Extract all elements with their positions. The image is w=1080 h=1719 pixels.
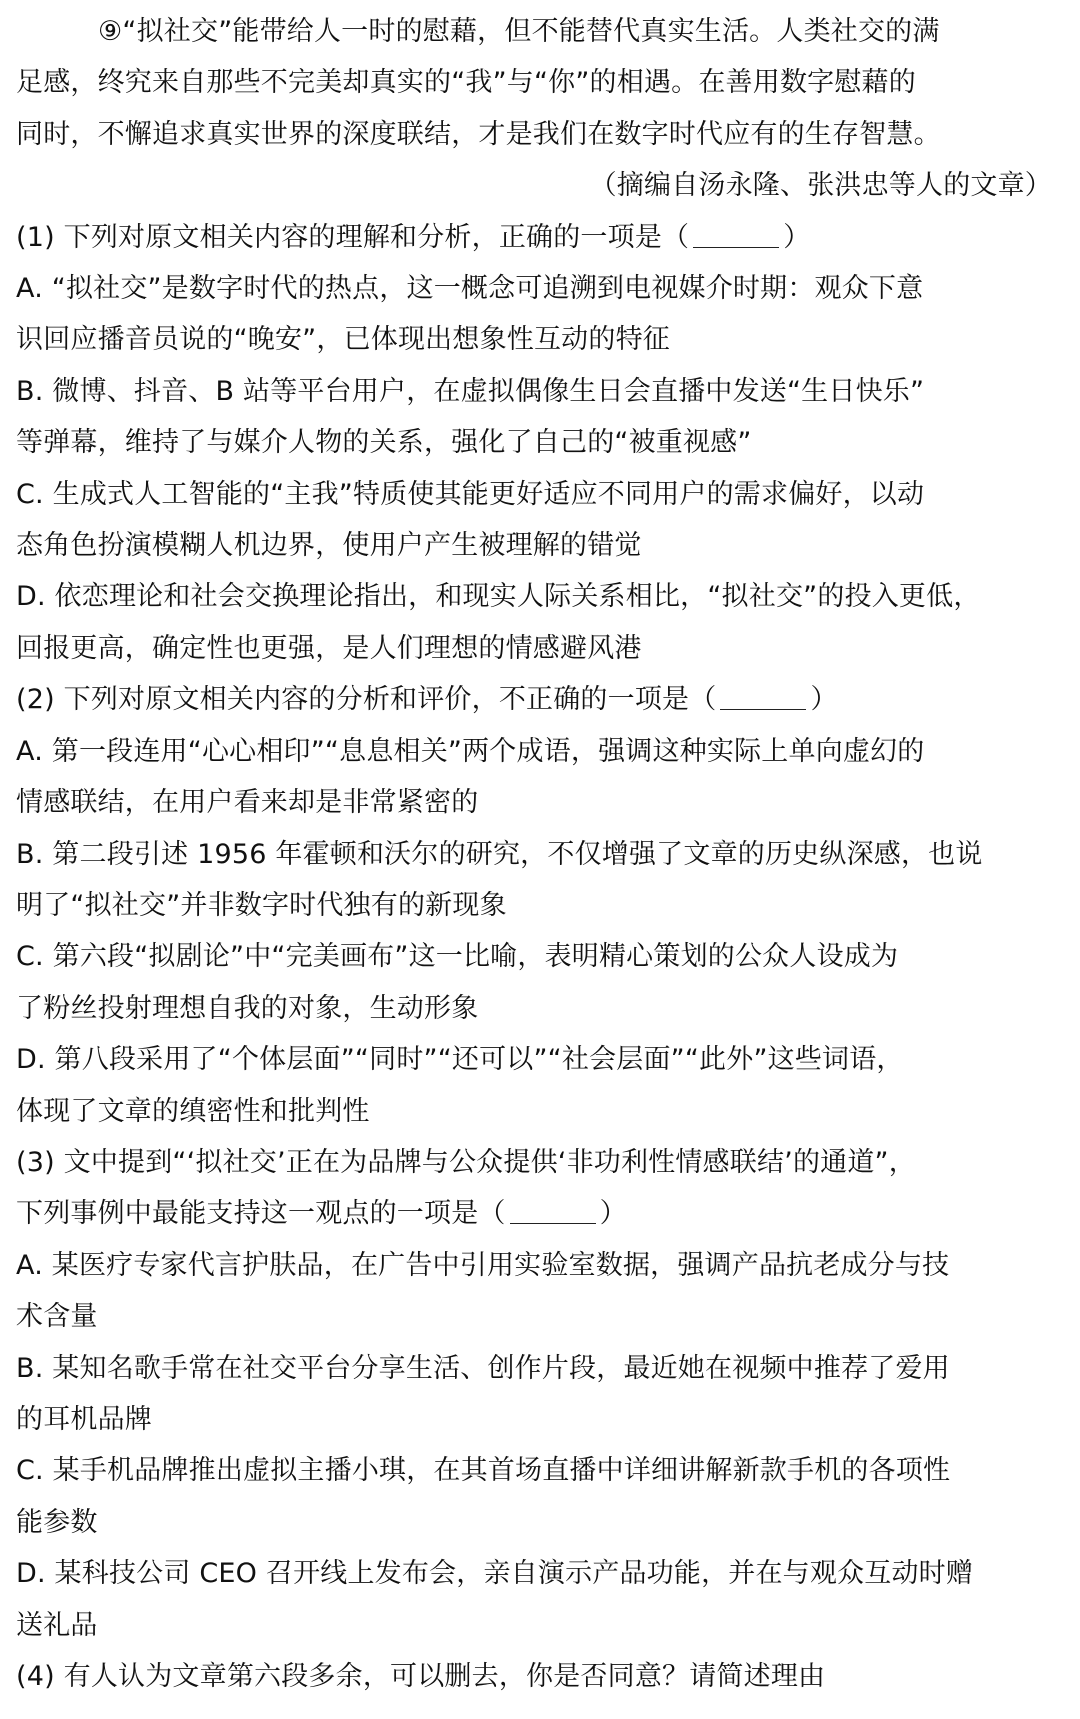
option-line: 回报更高，确定性也更强，是人们理想的情感避风港	[16, 632, 642, 664]
option-line: 能参数	[16, 1506, 98, 1538]
stem-text: (1) 下列对原文相关内容的理解和分析，正确的一项是（	[16, 221, 690, 253]
stem-text: ）	[599, 1198, 627, 1230]
answer-blank[interactable]	[720, 679, 806, 710]
source-note: （摘编自汤永隆、张洪忠等人的文章）	[589, 170, 1052, 202]
option-line: 术含量	[16, 1301, 98, 1333]
option-line: D. 第八段采用了“个体层面”“同时”“还可以”“社会层面”“此外”这些词语，	[16, 1044, 904, 1076]
question-stem	[16, 1188, 1064, 1239]
question-stem: (4) 有人认为文章第六段多余，可以删去，你是否同意？请简述理由	[16, 1661, 826, 1692]
question-1	[16, 212, 1064, 675]
option-line: 态角色扮演模糊人机边界，使用户产生被理解的错觉	[16, 530, 642, 562]
stem-text: ）	[783, 221, 811, 253]
option-line: A. 第一段连用“心心相印”“息息相关”两个成语，强调这种实际上单向虚幻的	[16, 735, 925, 767]
question-stem	[16, 212, 1064, 263]
option-line: C. 某手机品牌推出虚拟主播小琪，在其首场直播中详细讲解新款手机的各项性	[16, 1455, 951, 1487]
question-stem	[16, 674, 1064, 725]
question-4	[16, 1651, 1064, 1702]
question-stem: (3) 文中提到“‘拟社交’正在为品牌与公众提供‘非功利性情感联结’的通道”，	[16, 1146, 916, 1178]
option-line: C. 第六段“拟剧论”中“完美画布”这一比喻，表明精心策划的公众人设成为	[16, 941, 899, 973]
option-line: B. 第二段引述 1956 年霍顿和沃尔的研究，不仅增强了文章的历史纵深感，也说	[16, 838, 983, 870]
option-line: 了粉丝投射理想自我的对象，生动形象	[16, 992, 479, 1024]
option-line: B. 微博、抖音、B 站等平台用户，在虚拟偶像生日会直播中发送“生日快乐”	[16, 375, 925, 407]
question-2	[16, 674, 1064, 1137]
stem-text: ）	[810, 684, 838, 716]
option-line: A. 某医疗专家代言护肤品，在广告中引用实验室数据，强调产品抗老成分与技	[16, 1249, 950, 1281]
answer-blank[interactable]	[693, 217, 779, 248]
stem-text: 下列事例中最能支持这一观点的一项是（	[16, 1198, 506, 1230]
paragraph-9	[16, 6, 1064, 160]
paragraph-line: 足感，终究来自那些不完美却真实的“我”与“你”的相遇。在善用数字慰藉的	[16, 67, 916, 99]
paragraph-line: ⑨“拟社交”能带给人一时的慰藉，但不能替代真实生活。人类社交的满	[98, 16, 940, 47]
option-line: 情感联结，在用户看来却是非常紧密的	[16, 787, 479, 819]
option-line: 体现了文章的缜密性和批判性	[16, 1095, 370, 1127]
option-line: D. 某科技公司 CEO 召开线上发布会，亲自演示产品功能，并在与观众互动时赠	[16, 1558, 974, 1590]
option-line: B. 某知名歌手常在社交平台分享生活、创作片段，最近她在视频中推荐了爱用	[16, 1352, 950, 1384]
option-line: 识回应播音员说的“晚安”，已体现出想象性互动的特征	[16, 324, 670, 356]
stem-text: (2) 下列对原文相关内容的分析和评价，不正确的一项是（	[16, 684, 717, 716]
option-line: 明了“拟社交”并非数字时代独有的新现象	[16, 889, 507, 921]
answer-blank[interactable]	[510, 1193, 596, 1224]
option-line: 的耳机品牌	[16, 1403, 152, 1435]
option-line: A. “拟社交”是数字时代的热点，这一概念可追溯到电视媒介时期：观众下意	[16, 273, 924, 305]
option-line: 等弹幕，维持了与媒介人物的关系，强化了自己的“被重视感”	[16, 427, 752, 459]
option-line: 送礼品	[16, 1609, 98, 1641]
option-line: D. 依恋理论和社会交换理论指出，和现实人际关系相比，“拟社交”的投入更低，	[16, 581, 981, 613]
question-3	[16, 1137, 1064, 1651]
paragraph-line: 同时，不懈追求真实世界的深度联结，才是我们在数字时代应有的生存智慧。	[16, 118, 941, 150]
option-line: C. 生成式人工智能的“主我”特质使其能更好适应不同用户的需求偏好，以动	[16, 478, 925, 510]
